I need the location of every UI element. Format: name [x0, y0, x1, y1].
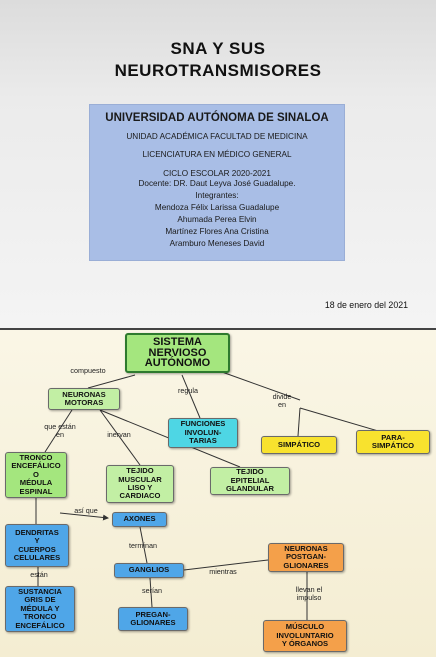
node-ganglios: GANGLIOS — [114, 563, 184, 578]
academic-unit: UNIDAD ACADÉMICA FACULTAD DE MEDICINA — [126, 132, 308, 141]
link-label-compuesto: compuesto — [70, 366, 106, 375]
node-sistema-nervioso-autonomo: SISTEMA NERVIOSO AUTÓNOMO — [125, 333, 230, 373]
node-musculo-involuntario: MÚSCULO INVOLUNTARIO Y ÓRGANOS — [263, 620, 347, 652]
link-label-llevan-el-impulso: llevan el impulso — [295, 585, 323, 602]
presentation-date: 18 de enero del 2021 — [324, 300, 408, 310]
info-box — [89, 104, 345, 261]
node-sustancia-gris: SUSTANCIA GRIS DE MÉDULA Y TRONCO ENCEFÁLICO — [5, 586, 75, 632]
node-tejido-epitelial: TEJIDO EPITELIAL GLANDULAR — [210, 467, 290, 495]
link-label-regula: regula — [178, 386, 198, 395]
member-name: Mendoza Félix Larissa Guadalupe — [154, 203, 280, 212]
link-label-inervan: inervan — [107, 430, 131, 439]
node-simpatico: SIMPÁTICO — [261, 436, 337, 454]
member-name: Ahumada Perea Elvin — [177, 215, 257, 224]
degree-name: LICENCIATURA EN MÉDICO GENERAL — [142, 150, 292, 159]
node-neuronas-postganglionares: NEURONAS POSTGAN- GLIONARES — [268, 543, 344, 572]
node-parasimpatico: PARA- SIMPÁTICO — [356, 430, 430, 454]
link-label-divide-en: divide en — [272, 392, 292, 409]
link-label-mientras: mientras — [209, 567, 237, 576]
link-label-asi-que: así que — [74, 506, 98, 515]
member-name: Martínez Flores Ana Cristina — [165, 227, 269, 236]
school-year: CICLO ESCOLAR 2020-2021 — [163, 169, 271, 178]
members-label: Integrantes: — [195, 191, 239, 200]
link-label-estan: están — [30, 570, 48, 579]
title-slide — [0, 0, 436, 328]
node-dendritas: DENDRITAS Y CUERPOS CELULARES — [5, 524, 69, 567]
university-name: UNIVERSIDAD AUTÓNOMA DE SINALOA — [105, 112, 329, 124]
node-tronco-encefalico: TRONCO ENCEFÁLICO O MÉDULA ESPINAL — [5, 452, 67, 498]
member-name: Aramburo Meneses David — [169, 239, 265, 248]
node-axones: AXONES — [112, 512, 167, 527]
concept-map-slide — [0, 330, 436, 657]
node-tejido-muscular: TEJIDO MUSCULAR LISO Y CARDIACO — [106, 465, 174, 503]
link-label-terminan: terminan — [129, 541, 157, 550]
node-preganglionares: PREGAN- GLIONARES — [118, 607, 188, 631]
link-label-serian: serían — [142, 586, 162, 595]
teacher-name: Docente: DR. Daut Leyva José Guadalupe. — [138, 179, 296, 188]
link-label-que-estan-en: que están en — [44, 422, 76, 439]
slide-title: SNA Y SUS NEUROTRANSMISORES — [114, 39, 322, 80]
node-neuronas-motoras: NEURONAS MOTORAS — [48, 388, 120, 410]
node-funciones-involuntarias: FUNCIONES INVOLUN- TARIAS — [168, 418, 238, 448]
